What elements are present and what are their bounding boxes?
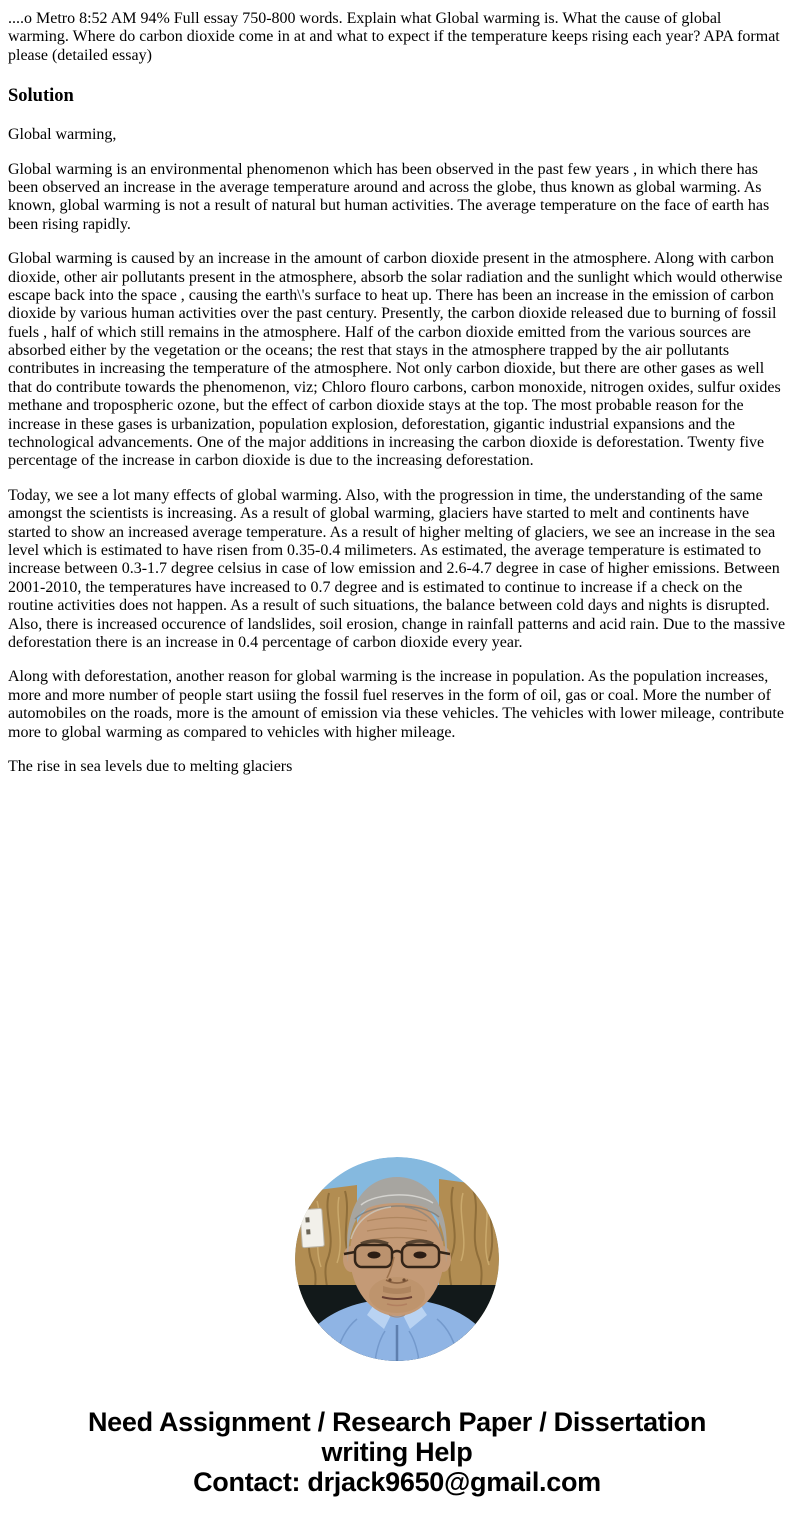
essay-paragraph-effects: Today, we see a lot many effects of global warming. Also, with the progression in time, the understanding of the same amongst the scientists is increasing. As a result of global warming, glaciers have started to melt and continents have started to show an increased average temperature. As a result of higher melting of glaciers, we see an increase in the sea level which is estimated to have risen from 0.35-0.4 milimeters. As estimated, the average temperature is estimated to increase between 0.3-1.7 degree celsius in case of low emission and 2.6-4.7 degree in case of higher emissions. Between 2001-2010, the temperatures have increased to 0.7 degree and is estimated to continue to increase if a check on the routine activities does not happen. As a result of such situations, the balance between cold days and nights is disrupted. Also, there is increased occurence of landslides, soil erosion, change in rainfall patterns and acid rain. Due to the massive deforestation there is an increase in 0.4 percentage of carbon dioxide every year. [8, 486, 786, 651]
tutor-portrait-illustration [295, 1157, 499, 1361]
solution-heading: Solution [8, 86, 74, 107]
essay-paragraph-intro: Global warming is an environmental phenomenon which has been observed in the past few years , in which there has been observed an increase in the average temperature around and across the globe, thus known as global warming. As known, global warming is not a result of natural but human activities. The average temperature on the face of earth has been rising rapidly. [8, 160, 770, 233]
photo-switch-plate [300, 1209, 325, 1248]
tutor-avatar [295, 1157, 499, 1361]
essay-paragraph-population: Along with deforestation, another reason for global warming is the increase in population. As the population increases, more and more number of people start usiing the fossil fuel reserves in the form of oil, gas or coal. More the number of automobiles on the roads, more is the amount of emission via these vehicles. The vehicles with lower mileage, contribute more to global warming as compared to vehicles with higher mileage. [8, 668, 784, 741]
essay-paragraph-sea-levels: The rise in sea levels due to melting glaciers [8, 757, 293, 775]
photo-eye-right [414, 1252, 427, 1259]
advert-line-services: Need Assignment / Research Paper / Dissertation writing Help [87, 1407, 707, 1468]
essay-paragraph-causes: Global warming is caused by an increase in the amount of carbon dioxide present in the atmosphere. Along with carbon dioxide, other air pollutants present in the atmosphere, absorb the solar radiation and the sunlight which would otherwise escape back into the space , causing the earth\'s surface to heat up. There has been an increase in the emission of carbon dioxide by various human activities over the past century. Presently, the carbon dioxide released due to burning of fossil fuels , half of which still remains in the atmosphere. Half of the carbon dioxide emitted from the various sources are absorbed either by the vegetation or the oceans; the rest that stays in the atmosphere trapped by the air pollutants contributes in increasing the temperature of the atmosphere. Not only carbon dioxide, but there are other gases as well that do contribute towards the phenomenon, viz; Chloro flouro carbons, carbon monoxide, nitrogen oxides, sulfur oxides methane and tropospheric ozone, but the effect of carbon dioxide stays at the top. The most probable reason for the increase in these gases is urbanization, population explosion, deforestation, gigantic industrial expansions and the technological advancements. One of the major additions in increasing the carbon dioxide is deforestation. Twenty five percentage of the increase in carbon dioxide is due to the increasing deforestation. [8, 250, 783, 470]
advert-line-contact: Contact: drjack9650@gmail.com [193, 1467, 601, 1498]
photo-eye-left [368, 1252, 381, 1259]
photo-nostril-right [402, 1279, 405, 1282]
essay-paragraph-salutation: Global warming, [8, 126, 117, 144]
photo-nostril-left [388, 1279, 391, 1282]
status-header-line: ....o Metro 8:52 AM 94% Full essay 750-800 words. Explain what Global warming is. What the cause of global warming. Where do carbon dioxide come in at and what to expect if the temperature keeps rising each year? APA format please (detailed essay) [8, 10, 780, 64]
advert-banner [43, 1407, 751, 1497]
tutor-photo-section [8, 1157, 786, 1361]
